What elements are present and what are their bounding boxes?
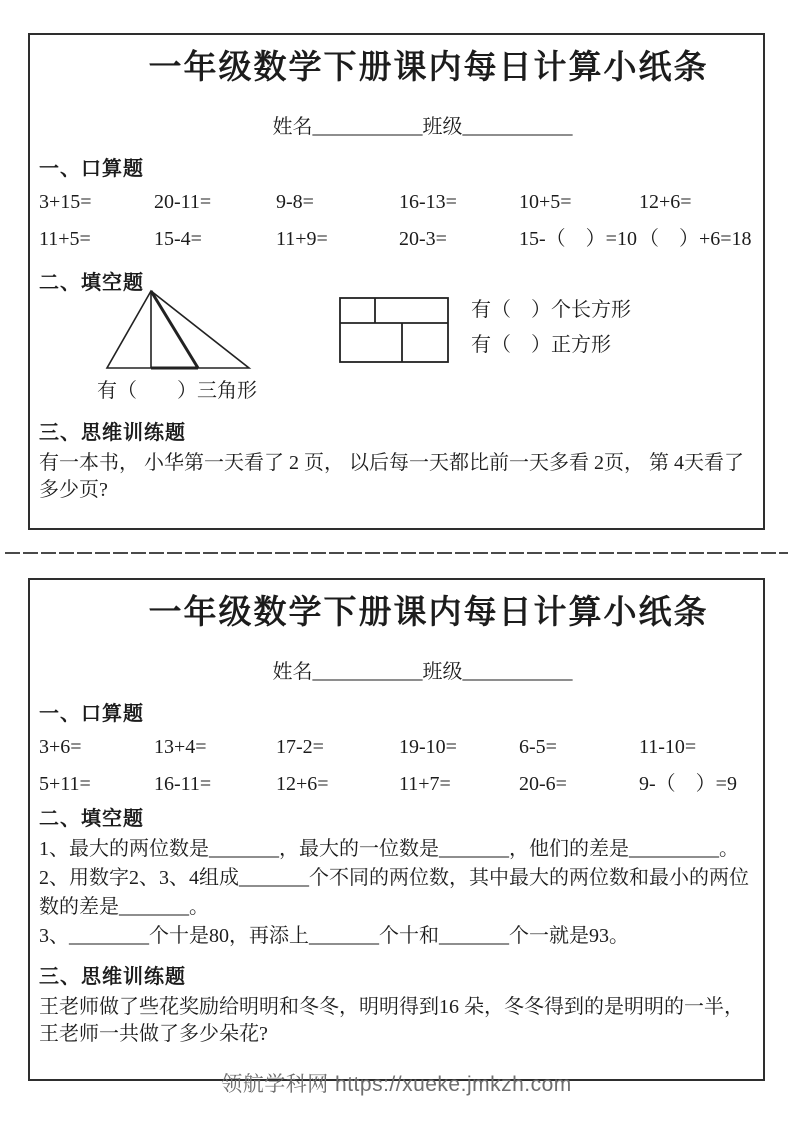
oral-problem: 9-8= [276,191,314,214]
thinking-problem-text: 有一本书， 小华第一天看了 2 页， 以后每一天都比前一天多看 2页， 第 4天看了多少页? [39,452,744,502]
name-class-line [65,655,780,684]
oral-problems-grid [39,189,754,253]
cut-separator-line [5,552,788,554]
oral-problem: 15-4= [154,228,202,251]
fill-blank-item: 2、用数字2、3、4组成_______个不同的两位数，其中最大的两位数和最小的两位数的差是_______。 [39,867,749,919]
worksheet-card-1 [28,33,765,530]
oral-problem: 12+6= [276,773,329,796]
oral-problem: 5+11= [39,773,91,796]
fill-blank-item: 3、________个十是80，再添上_______个十和_______个一就是93。 [39,925,629,948]
thinking-section-header: 三、思维训练题 [39,422,186,445]
class-blank-field: ___________ [462,116,573,139]
oral-problem: 3+15= [39,191,92,214]
name-label: 姓名 [272,661,313,684]
oral-problem: 20-6= [519,773,567,796]
rectangle-figure-block [339,297,449,363]
oral-problem: （ ）+6=18 [639,228,752,251]
worksheet-card-2 [28,578,765,1081]
oral-section-header: 一、口算题 [39,703,144,726]
class-blank-field: ___________ [462,661,573,684]
thinking-section-header: 三、思维训练题 [39,966,186,989]
oral-problem: 11-10= [639,736,697,759]
oral-problem: 19-10= [399,736,457,759]
oral-problem: 16-13= [399,191,457,214]
oral-problem: 9-（ ）=9 [639,773,737,796]
fill-section-header: 二、填空题 [39,808,144,831]
oral-problems-grid [39,734,754,798]
name-blank-field: ___________ [312,661,423,684]
worksheet-title: 一年级数学下册课内每日计算小纸条 [148,48,709,85]
fill-section-header: 二、填空题 [39,272,144,295]
fill-figures-row [39,289,754,403]
oral-problem: 13+4= [154,736,207,759]
rectangle-count-label: 有（ ）个长方形 [471,299,631,322]
oral-problem: 6-5= [519,736,557,759]
triangle-caption: 有（ ）三角形 [97,380,257,403]
rectangle-figure [339,297,449,363]
worksheet-title: 一年级数学下册课内每日计算小纸条 [148,593,709,630]
oral-section-header: 一、口算题 [39,158,144,181]
name-class-line [65,110,780,139]
oral-problem: 11+7= [399,773,451,796]
triangle-figure [103,289,253,371]
thinking-problem-text: 王老师做了些花奖励给明明和冬冬，明明得到16 朵，冬冬得到的是明明的一半，王老师一共做了多少朵花? [39,996,744,1046]
watermark-text: 领航学科网 https://xueke.jmkzh.com [221,1073,572,1096]
fill-blank-list [39,835,754,951]
class-label: 班级 [422,661,463,684]
oral-problem: 17-2= [276,736,324,759]
name-label: 姓名 [272,116,313,139]
oral-problem: 20-11= [154,191,212,214]
oral-problem: 11+5= [39,228,91,251]
name-blank-field: ___________ [312,116,423,139]
square-count-label: 有（ ）正方形 [471,334,611,357]
triangle-figure-block [97,289,257,403]
oral-problem: 15-（ ）=10 [519,228,637,251]
oral-problem: 12+6= [639,191,692,214]
oral-problem: 3+6= [39,736,82,759]
oral-problem: 20-3= [399,228,447,251]
oral-problem: 16-11= [154,773,212,796]
class-label: 班级 [422,116,463,139]
fill-blank-item: 1、最大的两位数是_______，最大的一位数是_______，他们的差是_________。 [39,838,739,861]
rectangle-labels [471,293,631,363]
oral-problem: 11+9= [276,228,328,251]
oral-problem: 10+5= [519,191,572,214]
